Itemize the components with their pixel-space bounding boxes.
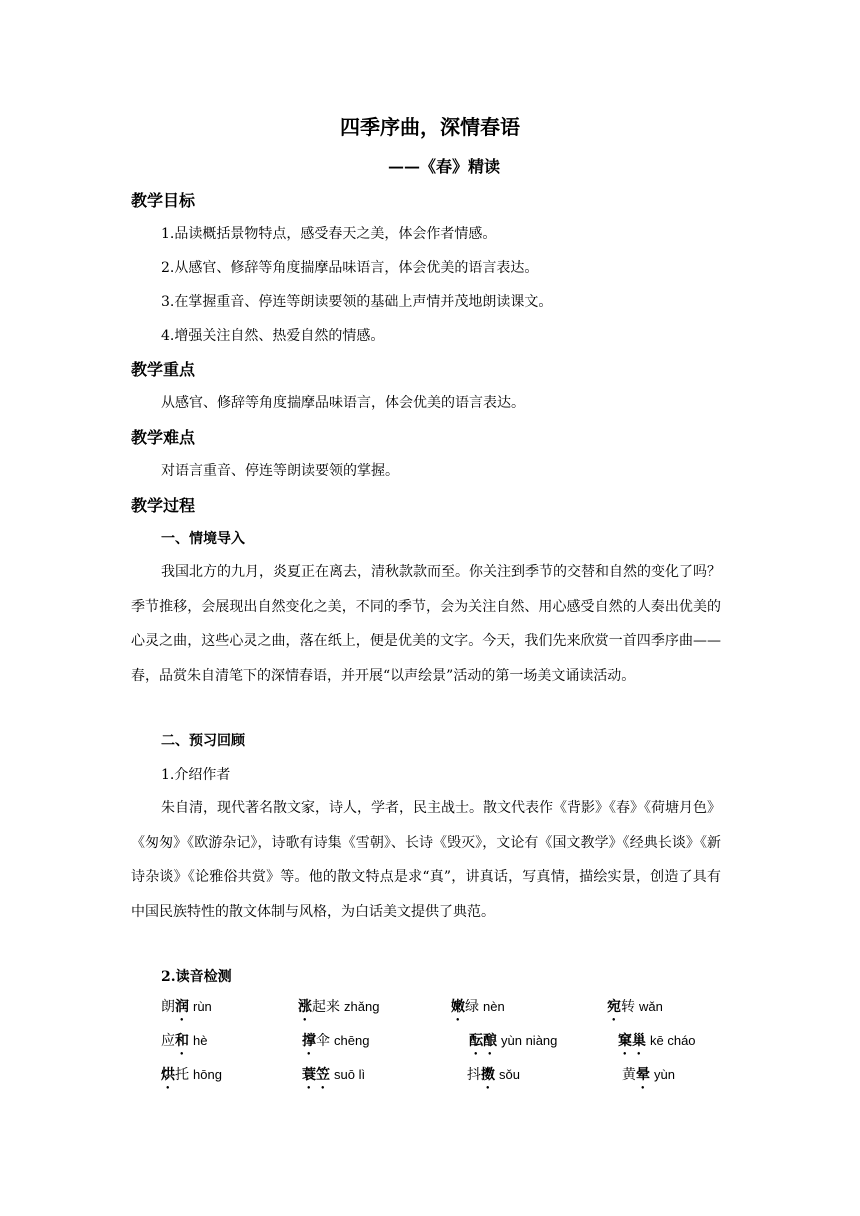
section-1-paragraph: 我国北方的九月，炎夏正在离去，清秋款款而至。你关注到季节的交替和自然的变化了吗？季节推移，会展现出自然变化之美，不同的季节，会为关注自然、用心感受自然的人奏出优美的心灵之曲，这些心灵之曲，落在纸上，便是优美的文字。今天，我们先来欣赏一首四季序曲——春，品赏朱自清笔下的深情春语，并开展“以声绘景”活动的第一场美文诵读活动。 (131, 564, 721, 684)
pinyin-item: 抖擞 sǒu (467, 1067, 520, 1083)
subsection-pinyin-heading: 2.读音检测 (161, 969, 232, 985)
goals-heading: 教学目标 (131, 191, 196, 210)
document-title: 四季序曲，深情春语 (340, 115, 520, 139)
pinyin-item: 蓑笠 suō lì (302, 1067, 366, 1083)
pinyin-item: 酝酿 yùn niàng (469, 1033, 558, 1049)
section-2-heading: 二、预习回顾 (161, 733, 245, 749)
pinyin-item: 黄晕 yùn (622, 1067, 675, 1083)
subsection-author-heading: 1.介绍作者 (161, 767, 231, 783)
key-point-text: 从感官、修辞等角度揣摩品味语言，体会优美的语言表达。 (161, 395, 525, 411)
difficulty-heading: 教学难点 (131, 428, 196, 447)
goal-item-1: 1.品读概括景物特点，感受春天之美，体会作者情感。 (161, 226, 497, 242)
goal-item-3: 3.在掌握重音、停连等朗读要领的基础上声情并茂地朗读课文。 (161, 294, 553, 310)
pinyin-item: 涨起来 zhǎng (298, 999, 380, 1015)
pinyin-item: 朗润 rùn (161, 999, 212, 1015)
pinyin-item: 窠巢 kē cháo (618, 1033, 696, 1049)
pinyin-item: 撑伞 chēng (302, 1033, 370, 1049)
pinyin-item: 宛转 wǎn (607, 999, 663, 1015)
author-paragraph: 朱自清，现代著名散文家，诗人，学者，民主战士。散文代表作《背影》《春》《荷塘月色》《匆匆》《欧游杂记》，诗歌有诗集《雪朝》、长诗《毁灭》，文论有《国文教学》《经典长谈》《新诗杂谈》《论雅俗共赏》等。他的散文特点是求“真”，讲真话，写真情，描绘实景，创造了具有中国民族特性的散文体制与风格，为白话美文提供了典范。 (131, 800, 721, 920)
pinyin-item: 烘托 hōng (161, 1067, 222, 1083)
section-1-heading: 一、情境导入 (161, 531, 245, 547)
goal-item-4: 4.增强关注自然、热爱自然的情感。 (161, 328, 385, 344)
difficulty-text: 对语言重音、停连等朗读要领的掌握。 (161, 463, 399, 479)
pinyin-item: 嫩绿 nèn (451, 999, 505, 1015)
key-point-heading: 教学重点 (131, 360, 196, 379)
goal-item-2: 2.从感官、修辞等角度揣摩品味语言，体会优美的语言表达。 (161, 260, 539, 276)
pinyin-item: 应和 hè (161, 1033, 208, 1049)
process-heading: 教学过程 (131, 496, 196, 515)
document-subtitle: ——《春》精读 (388, 157, 501, 176)
